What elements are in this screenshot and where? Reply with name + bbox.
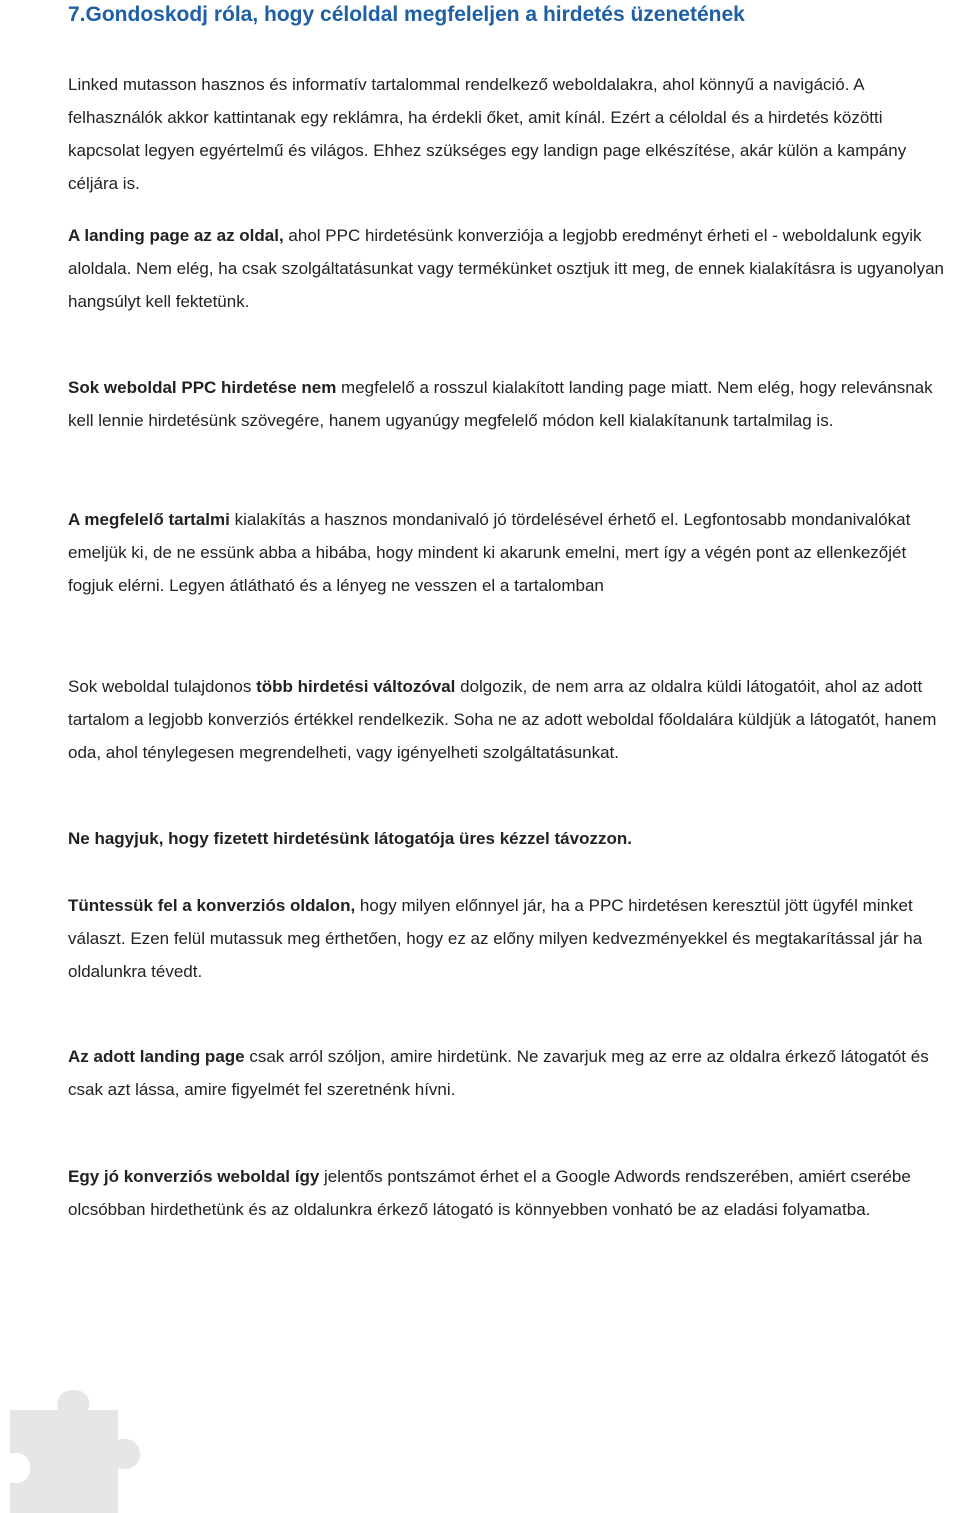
- paragraph-3: Sok weboldal PPC hirdetése nem megfelelő a rosszul kialakított landing page miatt. Nem elég, hogy relevánsnak kell lennie hirdetésünk szövegére, hanem ugyanúgy megfelelő módon kell kialakítanunk tartalmilag is.: [68, 378, 933, 430]
- paragraph-2: A landing page az az oldal, ahol PPC hirdetésünk konverziója a legjobb eredményt érheti el - weboldalunk egyik aloldala. Nem elég, ha csak szolgáltatásunkat vagy termékünket osztjuk itt meg, de ennek kialakításra is ugyanolyan hangsúlyt kell fektetünk.: [68, 226, 944, 311]
- paragraph-6: Ne hagyjuk, hogy fizetett hirdetésünk látogatója üres kézzel távozzon.: [68, 829, 632, 848]
- paragraph-4: A megfelelő tartalmi kialakítás a hasznos mondanivaló jó tördelésével érhető el. Legfontosabb mondanivalókat emeljük ki, de ne essünk abba a hibába, hogy mindent ki akarunk emelni, mert így a végén pont az ellenkezőjét fogjuk elérni. Legyen átlátható és a lényeg ne vesszen el a tartalomban: [68, 510, 911, 595]
- paragraph-5: Sok weboldal tulajdonos több hirdetési változóval dolgozik, de nem arra az oldalra küldi látogatóit, ahol az adott tartalom a legjobb konverziós értékkel rendelkezik. Soha ne az adott weboldal főoldalára küldjük a látogatót, hanem oda, ahol ténylegesen megrendelheti, vagy igényelheti szolgáltatásunkat.: [68, 677, 937, 762]
- paragraph-9: Egy jó konverziós weboldal így jelentős pontszámot érhet el a Google Adwords rendszerében, amiért cserébe olcsóbban hirdethetünk és az oldalunkra érkező látogató is könnyebben vonható be az eladási folyamatba.: [68, 1167, 911, 1219]
- paragraph-8: Az adott landing page csak arról szóljon, amire hirdetünk. Ne zavarjuk meg az erre az oldalra érkező látogatót és csak azt lássa, amire figyelmét fel szeretnénk hívni.: [68, 1047, 929, 1099]
- section-title: 7.Gondoskodj róla, hogy céloldal megfeleljen a hirdetés üzenetének: [68, 3, 745, 26]
- paragraph-7: Tüntessük fel a konverziós oldalon, hogy milyen előnnyel jár, ha a PPC hirdetésen keresztül jött ügyfél minket választ. Ezen felül mutassuk meg érthetően, hogy ez az előny milyen kedvezményekkel és megtakarítással jár ha oldalunkra tévedt.: [68, 896, 923, 981]
- puzzle-piece-icon: [0, 1390, 150, 1513]
- paragraph-1: Linked mutasson hasznos és informatív tartalommal rendelkező weboldalakra, ahol könnyű a navigáció. A felhasználók akkor kattintanak egy reklámra, ha érdekli őket, amit kínál. Ezért a céloldal és a hirdetés közötti kapcsolat legyen egyértelmű és világos. Ehhez szükséges egy landign page elkészítése, akár külön a kampány céljára is.: [68, 75, 907, 193]
